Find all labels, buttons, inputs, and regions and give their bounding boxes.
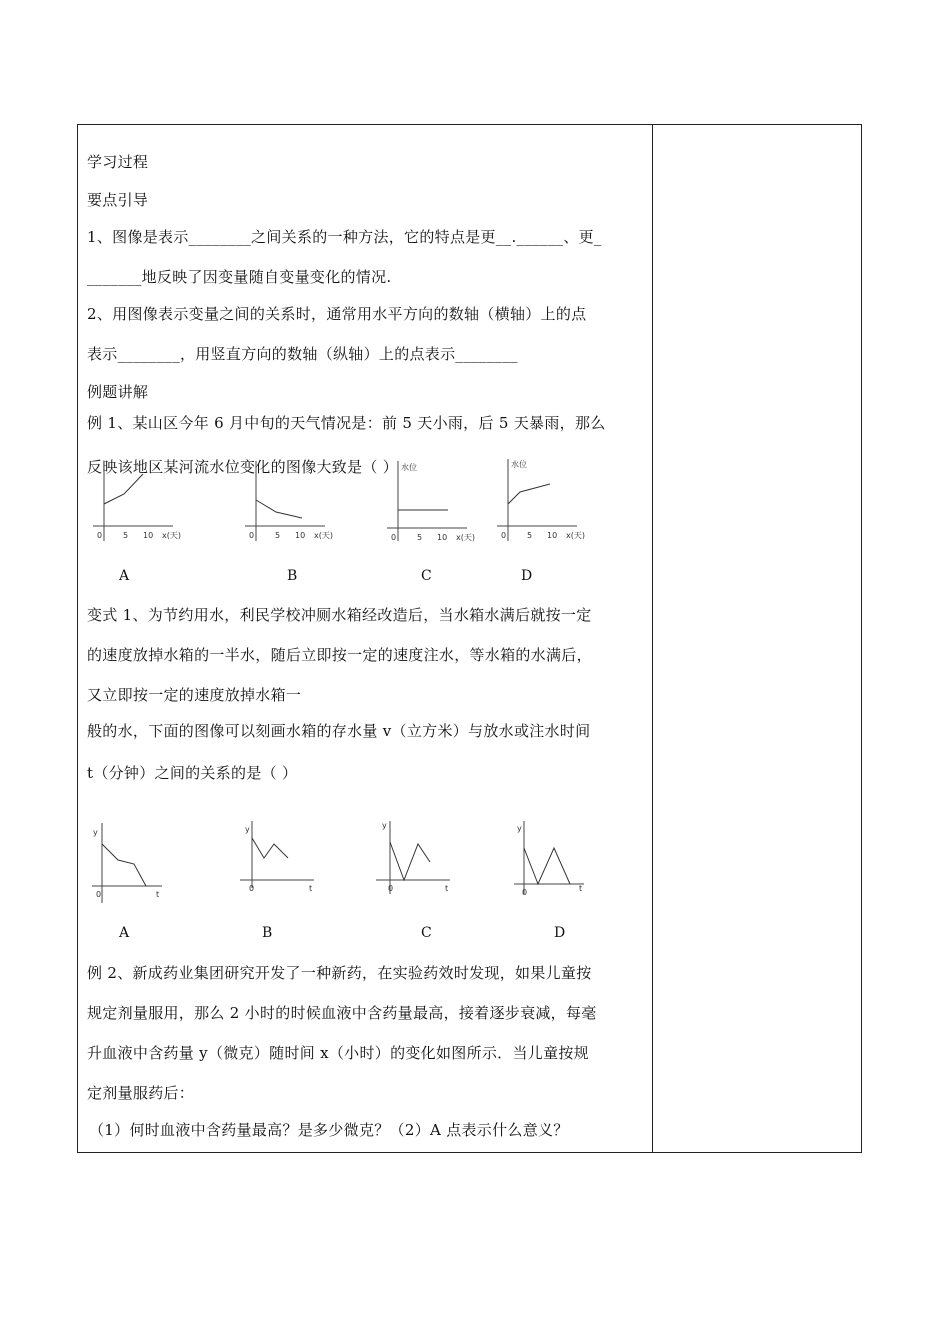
example-2-line-2: 规定剂量服用，那么 2 小时的时候血液中含药量最高，接着逐步衰减，每毫	[87, 1004, 597, 1022]
variant-1-graph-d	[512, 818, 592, 908]
example-2-questions: （1）何时血液中含药量最高？是多少微克？（2）A 点表示什么意义？	[89, 1121, 569, 1139]
x-axis-label: t	[309, 884, 313, 893]
examples-title: 例题讲解	[87, 383, 149, 401]
option-label-b: B	[287, 568, 298, 584]
origin-label: 0	[522, 888, 528, 897]
x-axis-label: t	[579, 884, 583, 893]
point-2-line-1: 2、用图像表示变量之间的关系时，通常用水平方向的数轴（横轴）上的点	[87, 305, 587, 323]
option-label-c: C	[421, 568, 432, 584]
variant-1-graph-a	[90, 818, 170, 908]
example-1-graph-a	[88, 456, 188, 546]
tick-label: 5	[275, 531, 281, 540]
variant-1-line-5: t（分钟）之间的关系的是（ ）	[87, 764, 298, 782]
origin-label: 0	[249, 531, 255, 540]
example-2-line-4: 定剂量服药后：	[87, 1084, 195, 1102]
tick-label: 10	[547, 531, 558, 540]
variant-1-graph-c	[374, 818, 454, 908]
example-2-line-1: 例 2、新成药业集团研究开发了一种新药，在实验药效时发现，如果儿童按	[87, 964, 592, 982]
subsection-title: 要点引导	[87, 191, 149, 209]
tick-label: 10	[143, 531, 154, 540]
variant-1-graph-b	[238, 818, 318, 908]
x-axis-label: x(天)	[456, 533, 475, 542]
example-1-graph-d	[492, 456, 592, 546]
option-label-a: A	[119, 925, 130, 941]
tick-label: 5	[527, 531, 533, 540]
origin-label: 0	[249, 884, 255, 893]
x-axis-label: x(天)	[566, 531, 585, 540]
y-axis-label: y	[517, 824, 522, 833]
option-label-c: C	[421, 925, 432, 941]
origin-label: 0	[96, 890, 102, 899]
example-2-line-3: 升血液中含药量 y（微克）随时间 x（小时）的变化如图所示．当儿童按规	[87, 1044, 589, 1062]
x-axis-label: x(天)	[162, 531, 181, 540]
point-1-line-2: _______地反映了因变量随自变量变化的情况.	[87, 268, 392, 286]
tick-label: 10	[437, 533, 448, 542]
option-label-d: D	[521, 568, 533, 584]
origin-label: 0	[97, 531, 103, 540]
section-title: 学习过程	[87, 153, 149, 171]
example-1-line-2: 反映该地区某河流水位变化的图像大致是（ ）	[87, 458, 399, 476]
x-axis-label: t	[156, 890, 160, 899]
point-2-line-2: 表示________，用竖直方向的数轴（纵轴）上的点表示________	[87, 345, 518, 363]
origin-label: 0	[391, 533, 397, 542]
x-axis-label: t	[445, 884, 449, 893]
origin-label: 0	[501, 531, 507, 540]
y-axis-label: 水位	[511, 460, 527, 469]
y-axis-label: y	[93, 828, 98, 837]
tick-label: 5	[417, 533, 423, 542]
variant-1-line-3: 又立即按一定的速度放掉水箱一	[87, 686, 302, 704]
example-1-graph-c	[382, 456, 482, 546]
tick-label: 5	[123, 531, 129, 540]
y-axis-label: 水位	[401, 463, 417, 472]
variant-1-line-2: 的速度放掉水箱的一半水，随后立即按一定的速度注水，等水箱的水满后，	[87, 646, 592, 664]
example-1-line-1: 例 1、某山区今年 6 月中旬的天气情况是：前 5 天小雨，后 5 天暴雨，那么	[87, 414, 606, 432]
table-column-divider	[652, 124, 653, 1153]
option-label-b: B	[262, 925, 273, 941]
option-label-d: D	[554, 925, 566, 941]
option-label-a: A	[119, 568, 130, 584]
x-axis-label: x(天)	[314, 531, 333, 540]
variant-1-line-4: 般的水，下面的图像可以刻画水箱的存水量 v（立方米）与放水或注水时间	[87, 722, 591, 740]
example-1-graph-b	[240, 456, 340, 546]
origin-label: 0	[388, 884, 394, 893]
variant-1-line-1: 变式 1、为节约用水，利民学校冲厕水箱经改造后，当水箱水满后就按一定	[87, 606, 592, 624]
y-axis-label: y	[245, 825, 250, 834]
point-1-line-1: 1、图像是表示________之间关系的一种方法，它的特点是更__.______、更_	[87, 228, 602, 246]
y-axis-label: y	[382, 821, 387, 830]
tick-label: 10	[295, 531, 306, 540]
